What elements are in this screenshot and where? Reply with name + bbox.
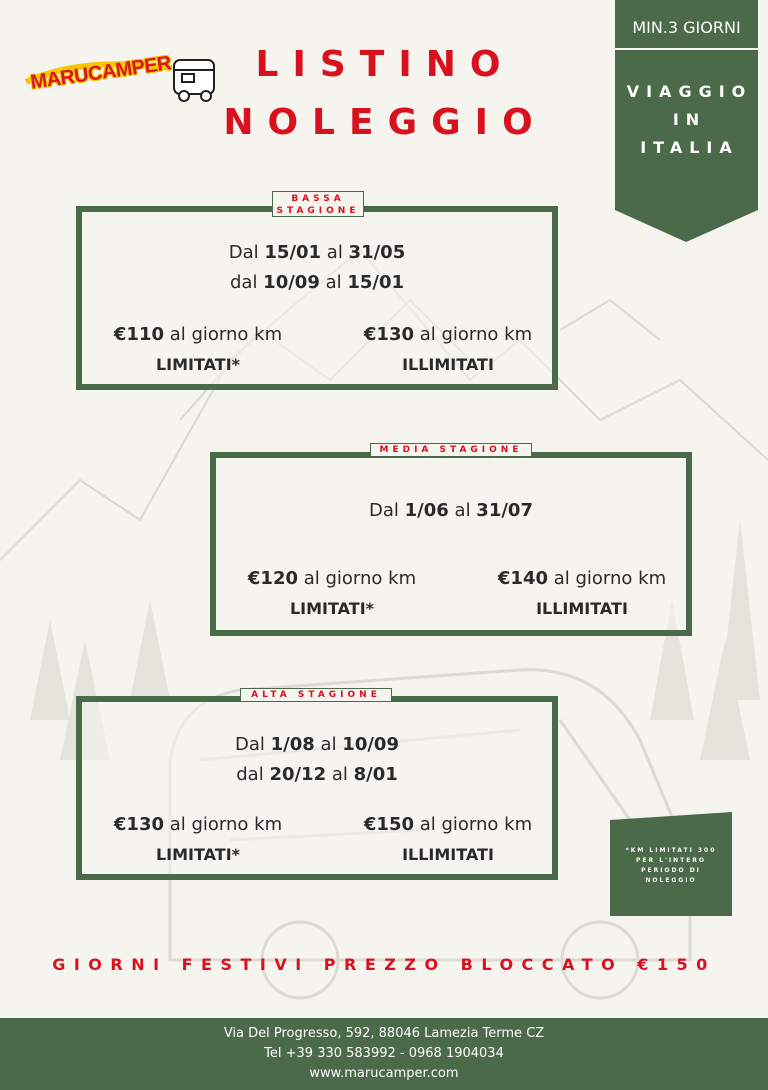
footer — [0, 1018, 768, 1090]
price-value: €150 — [363, 814, 414, 835]
title-line-1: LISTINO — [255, 44, 515, 85]
price-unlimited — [338, 810, 558, 870]
date-range — [82, 730, 552, 760]
price-unit: al giorno km — [164, 324, 283, 345]
date-prefix: Dal — [228, 242, 265, 263]
km-label: LIMITATI* — [155, 355, 241, 374]
price-limited — [222, 564, 442, 624]
price-unlimited — [472, 564, 692, 624]
banner-line-2: IN — [672, 110, 707, 129]
season-tag-high — [240, 688, 392, 702]
page-title — [220, 36, 550, 152]
price-value: €140 — [497, 568, 548, 589]
price-unit: al giorno km — [414, 324, 533, 345]
footer-phone[interactable]: Tel +39 330 583992 - 0968 1904034 — [264, 1046, 504, 1061]
season-dates — [82, 730, 552, 790]
date-prefix: Dal — [369, 500, 405, 521]
date-from: 1/06 — [404, 500, 449, 521]
date-range — [82, 760, 552, 790]
date-from: 1/08 — [270, 734, 315, 755]
note-line: PERIODO DI — [641, 867, 701, 874]
date-mid: al — [448, 500, 477, 521]
date-to: 8/01 — [353, 764, 398, 785]
marucamper-logo — [22, 48, 222, 110]
km-label: ILLIMITATI — [402, 355, 494, 374]
date-range — [82, 238, 552, 268]
price-value: €120 — [247, 568, 298, 589]
banner-line-3: ITALIA — [640, 138, 739, 157]
note-line: *KM LIMITATI 300 — [625, 847, 717, 854]
title-line-2: NOLEGGIO — [223, 102, 547, 143]
price-unit: al giorno km — [548, 568, 667, 589]
season-dates — [216, 496, 686, 526]
km-label: LIMITATI* — [155, 845, 241, 864]
footer-address: Via Del Progresso, 592, 88046 Lamezia Terme CZ — [223, 1026, 545, 1041]
date-to: 31/07 — [476, 500, 533, 521]
banner-italy-text — [615, 78, 758, 162]
km-label: LIMITATI* — [289, 599, 375, 618]
season-box-low — [76, 206, 558, 390]
logo-text: MARUCAMPER — [29, 52, 173, 94]
date-prefix: Dal — [235, 734, 271, 755]
date-mid: al — [326, 764, 354, 785]
date-mid: al — [314, 734, 343, 755]
tag-line-1: MEDIA STAGIONE — [379, 445, 523, 455]
note-line: NOLEGGIO — [645, 877, 697, 884]
note-text — [618, 846, 724, 886]
date-to: 31/05 — [348, 242, 406, 263]
price-unit: al giorno km — [414, 814, 533, 835]
price-unit: al giorno km — [164, 814, 283, 835]
date-mid: al — [321, 242, 349, 263]
date-from: 15/01 — [264, 242, 322, 263]
date-range — [82, 268, 552, 298]
price-limited — [88, 320, 308, 380]
season-dates — [82, 238, 552, 298]
season-tag-low — [272, 191, 364, 217]
season-tag-mid — [370, 443, 532, 457]
tag-line-1: BASSA — [291, 194, 345, 204]
price-value: €130 — [363, 324, 414, 345]
km-label: ILLIMITATI — [536, 599, 628, 618]
holiday-price-notice: GIORNI FESTIVI PREZZO BLOCCATO €150 — [52, 955, 716, 974]
season-box-high — [76, 696, 558, 880]
price-value: €110 — [113, 324, 164, 345]
price-limited — [88, 810, 308, 870]
date-mid: al — [319, 272, 348, 293]
price-unit: al giorno km — [298, 568, 417, 589]
tag-line-2: STAGIONE — [276, 206, 360, 216]
date-prefix: dal — [236, 764, 270, 785]
date-from: 20/12 — [269, 764, 327, 785]
footer-website[interactable]: www.marucamper.com — [309, 1066, 459, 1081]
date-to: 10/09 — [342, 734, 399, 755]
season-box-mid — [210, 452, 692, 636]
price-unlimited — [338, 320, 558, 380]
date-to: 15/01 — [347, 272, 404, 293]
italy-banner — [615, 0, 758, 242]
km-label: ILLIMITATI — [402, 845, 494, 864]
note-line: PER L'INTERO — [635, 857, 707, 864]
min-days-label: MIN.3 GIORNI — [632, 18, 741, 37]
banner-line-1: VIAGGIO — [626, 82, 753, 101]
price-value: €130 — [113, 814, 164, 835]
date-range — [216, 496, 686, 526]
tag-line-1: ALTA STAGIONE — [251, 690, 381, 700]
km-note — [610, 812, 732, 916]
date-prefix: dal — [229, 272, 264, 293]
date-from: 10/09 — [263, 272, 320, 293]
